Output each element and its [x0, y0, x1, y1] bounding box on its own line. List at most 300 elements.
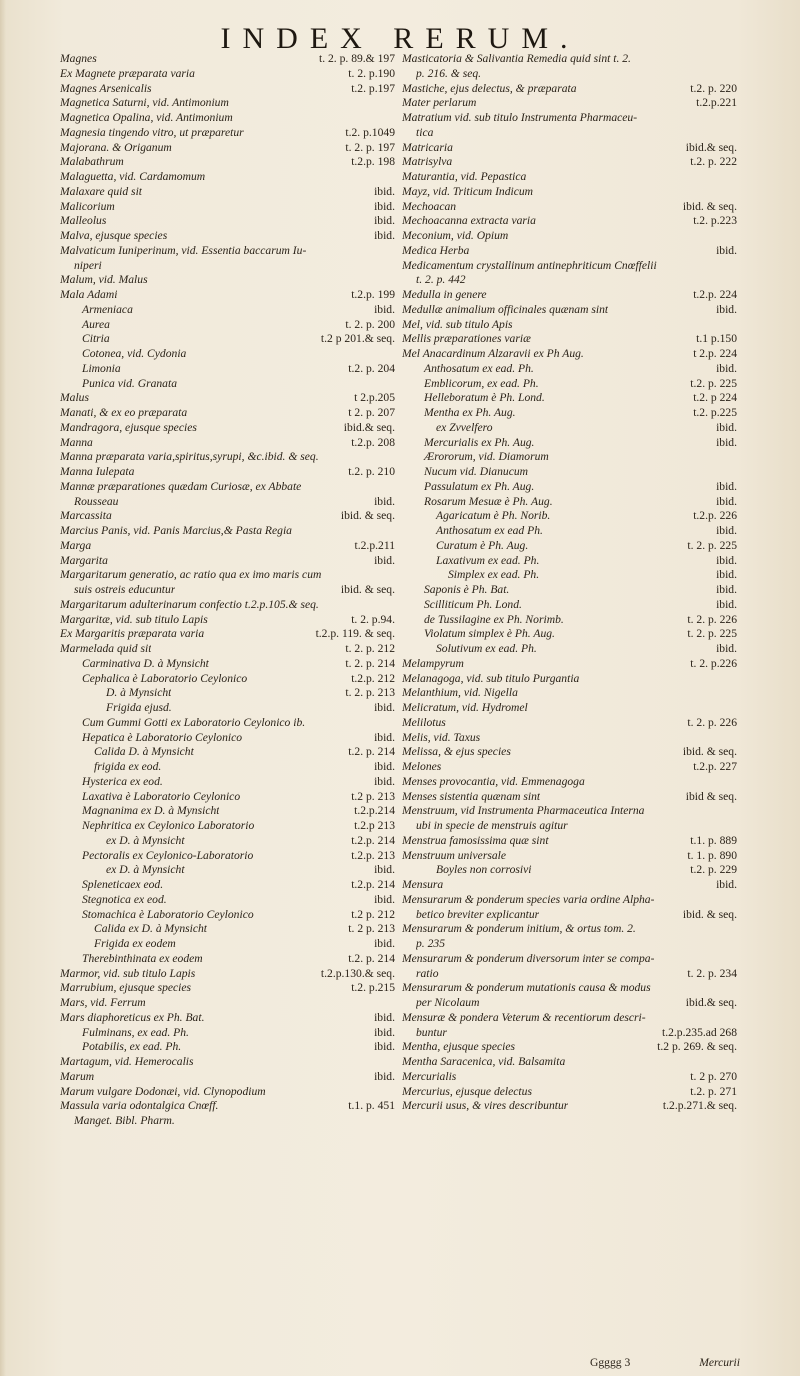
index-entry	[60, 657, 395, 672]
entry-reference: t.2 p. 269. & seq.	[657, 1040, 737, 1054]
index-entry	[402, 362, 737, 377]
index-entry	[60, 967, 395, 982]
entry-term: ex D. à Mynsicht	[106, 833, 185, 847]
index-entry	[60, 524, 395, 539]
entry-reference: t.2. p. 214	[348, 951, 395, 965]
entry-term: Mechoacanna extracta varia	[402, 214, 536, 228]
entry-term: Mater perlarum	[402, 96, 477, 110]
index-entry	[402, 155, 737, 170]
entry-reference: t.2.p.214	[354, 804, 395, 818]
page-header: INDEX RERUM.	[220, 22, 580, 55]
entry-reference: t. 2. p. 212	[345, 642, 395, 655]
index-entry	[60, 908, 395, 923]
index-entry	[402, 804, 737, 819]
entry-reference: t. 2. p. 226	[687, 715, 737, 729]
entry-term: Frigida ex eodem	[94, 937, 176, 950]
index-entry	[60, 760, 395, 775]
index-entry	[402, 967, 737, 982]
entry-term: Mastiche, ejus delectus, & præparata	[402, 81, 577, 95]
entry-reference: t.1. p. 889	[690, 833, 737, 847]
entry-term: Melones	[402, 760, 442, 773]
entry-reference: t. 2. p.190	[348, 66, 395, 80]
index-entry	[60, 126, 395, 141]
entry-reference: ibid.	[374, 760, 395, 773]
entry-reference: ibid.	[716, 583, 737, 596]
entry-term: Manna	[60, 435, 93, 449]
entry-term: Rosarum Mesuæ è Ph. Aug.	[424, 494, 553, 508]
index-entry	[60, 1055, 395, 1070]
entry-reference: t.2 p. 213	[351, 789, 395, 803]
entry-reference: t. 2. p.226	[690, 656, 737, 670]
index-entry	[60, 391, 395, 406]
entry-term: Malleolus	[60, 214, 107, 228]
catchword-line	[590, 1356, 740, 1369]
entry-term: niperi	[74, 258, 102, 272]
entry-term: ratio	[416, 966, 439, 980]
entry-term: Mechoacan	[402, 199, 457, 213]
entry-reference: ibid.	[374, 774, 395, 788]
entry-reference: ibid.	[716, 420, 737, 434]
entry-reference: ibid.& seq.	[685, 996, 737, 1009]
index-entry	[60, 377, 395, 392]
entry-term: Marmelada quid sit	[60, 642, 152, 655]
entry-term: Medullæ animalium officinales quænam sint	[402, 302, 609, 316]
index-entry	[402, 170, 737, 185]
index-entry	[60, 686, 395, 701]
index-entry	[402, 126, 737, 141]
entry-term: Mensurarum & ponderum mutationis causa & modus	[402, 981, 651, 995]
entry-term: ex Zvvelfero	[436, 420, 493, 434]
entry-term: Ex Magnete præparata varia	[60, 66, 195, 80]
entry-term: Magnes	[60, 52, 97, 65]
index-entry	[60, 539, 395, 554]
entry-term: Cum Gummi Gotti ex Laboratorio Ceylonico ib.	[82, 715, 306, 729]
entry-term: Magnetica Opalina, vid. Antimonium	[60, 111, 233, 124]
entry-term: Mala Adami	[60, 288, 118, 301]
entry-term: Solutivum ex ead. Ph.	[436, 642, 537, 655]
index-entry	[402, 849, 737, 864]
entry-term: Massula varia odontalgica Cnœff.	[60, 1099, 219, 1113]
signature-mark: Ggggg 3	[590, 1356, 631, 1369]
index-entry	[402, 52, 737, 67]
entry-reference: t.2.p.235.ad 268	[661, 1025, 737, 1039]
entry-reference: ibid.	[374, 1069, 395, 1083]
index-entry	[402, 1040, 737, 1055]
entry-term: Medulla in genere	[402, 288, 487, 301]
entry-term: p. 216. & seq.	[416, 66, 482, 80]
entry-reference: t. 2. p. 214	[345, 656, 395, 670]
entry-term: Pectoralis ex Ceylonico-Laboratorio	[82, 848, 254, 862]
entry-term: Ex Margaritis præparata varia	[60, 627, 205, 641]
index-entry	[402, 347, 737, 362]
entry-reference: ibid.	[374, 199, 395, 213]
entry-reference: ibid.	[374, 184, 395, 198]
entry-term: betico breviter explicantur	[416, 907, 540, 921]
entry-term: tica	[416, 125, 434, 139]
index-entry	[402, 568, 737, 583]
entry-term: D. à Mynsicht	[106, 686, 172, 700]
entry-reference: ibid. & seq.	[340, 583, 395, 596]
entry-term: frigida ex eod.	[94, 760, 162, 773]
index-entry	[60, 790, 395, 805]
entry-reference: ibid.	[374, 214, 395, 228]
entry-term: Curatum è Ph. Aug.	[436, 538, 529, 552]
entry-term: Martagum, vid. Hemerocalis	[60, 1055, 194, 1068]
index-entry	[60, 1070, 395, 1085]
index-entry	[402, 96, 737, 111]
entry-term: p. 235	[416, 937, 445, 950]
index-entry	[402, 111, 737, 126]
index-entry	[402, 273, 737, 288]
entry-term: Malaxare quid sit	[60, 184, 143, 198]
entry-term: Mandragora, ejusque species	[60, 420, 197, 434]
entry-reference: t.2.p. 199	[351, 288, 395, 301]
index-entry	[60, 318, 395, 333]
entry-term: Mensurarum & ponderum species varia ordine Alpha-	[402, 892, 655, 906]
index-entry	[60, 819, 395, 834]
index-entry	[60, 170, 395, 185]
entry-term: Fulminans, ex ead. Ph.	[82, 1025, 189, 1039]
index-entry	[60, 1099, 395, 1114]
entry-term: Maturantia, vid. Pepastica	[402, 170, 527, 183]
entry-term: Mercurius, ejusque delectus	[402, 1084, 532, 1098]
index-entry	[60, 155, 395, 170]
index-entry	[60, 1011, 395, 1026]
index-entry	[402, 1026, 737, 1041]
index-entry	[402, 406, 737, 421]
entry-reference: t 2.p.205	[354, 391, 395, 405]
entry-term: Marcius Panis, vid. Panis Marcius,& Pasta Regia	[60, 524, 292, 537]
index-entry	[402, 834, 737, 849]
entry-reference: t.2. p. 220	[690, 81, 737, 95]
index-entry	[60, 244, 395, 259]
index-entry	[60, 922, 395, 937]
entry-reference: t.2 p 201.& seq.	[320, 332, 395, 346]
index-entry	[402, 214, 737, 229]
index-entry	[402, 686, 737, 701]
entry-reference: ibid.	[716, 642, 737, 655]
index-entry	[60, 465, 395, 480]
entry-term: Malvaticum Iuniperinum, vid. Essentia baccarum Iu-	[60, 243, 307, 257]
entry-term: Medicamentum crystallinum antinephriticum Cnœffelii	[402, 258, 657, 272]
entry-term: Mel, vid. sub titulo Apis	[402, 317, 513, 331]
index-entry	[60, 878, 395, 893]
entry-reference: t. 2. p. 225	[687, 627, 737, 641]
entry-reference: t.1 p.150	[696, 332, 737, 346]
index-entry	[402, 642, 737, 657]
entry-reference: t. 1. p. 890	[687, 848, 737, 862]
index-entry	[60, 67, 395, 82]
index-entry	[60, 672, 395, 687]
entry-term: Melanthium, vid. Nigella	[402, 686, 518, 700]
entry-reference: t.2. p. 204	[348, 361, 395, 375]
entry-reference: t.2.p. 214	[351, 833, 395, 847]
entry-term: Matricaria	[402, 140, 453, 154]
entry-term: Cotonea, vid. Cydonia	[82, 347, 187, 360]
index-entry	[402, 450, 737, 465]
entry-term: Mars diaphoreticus ex Ph. Bat.	[60, 1010, 205, 1024]
entry-term: Anthosatum ex ead Ph.	[436, 524, 543, 537]
index-entry	[402, 1085, 737, 1100]
entry-term: Marcassita	[60, 509, 112, 523]
entry-reference: ibid.	[374, 892, 395, 906]
entry-reference: t.2.p.221	[696, 96, 737, 110]
entry-reference: ibid.	[374, 701, 395, 714]
index-entry	[60, 1026, 395, 1041]
entry-term: Mensura	[402, 878, 444, 891]
entry-reference: t 2.p. 224	[693, 347, 737, 360]
index-entry	[60, 627, 395, 642]
entry-term: Therebinthinata ex eodem	[82, 951, 203, 965]
entry-term: Stomachica è Laboratorio Ceylonico	[82, 907, 254, 921]
index-entry	[60, 332, 395, 347]
entry-term: Marmor, vid. sub titulo Lapis	[60, 966, 196, 980]
entry-term: Mannæ præparationes quædam Curiosæ, ex Abbate	[60, 479, 302, 493]
index-entry	[402, 1055, 737, 1070]
index-entry	[402, 716, 737, 731]
index-entry	[402, 82, 737, 97]
index-entry	[402, 922, 737, 937]
entry-reference: t. 2. p. 197	[345, 140, 395, 154]
index-entry	[60, 200, 395, 215]
index-entry	[60, 273, 395, 288]
entry-term: de Tussilagine ex Ph. Norimb.	[424, 612, 564, 626]
entry-term: Carminativa D. à Mynsicht	[82, 656, 209, 670]
entry-term: Mensurarum & ponderum diversorum inter se compa-	[402, 951, 655, 965]
index-entry	[402, 598, 737, 613]
entry-term: Masticatoria & Salivantia Remedia quid sint t. 2.	[402, 52, 631, 65]
entry-term: Malaguetta, vid. Cardamomum	[60, 170, 206, 183]
entry-term: Hepatica è Laboratorio Ceylonico	[82, 730, 243, 744]
entry-term: Malus	[60, 391, 89, 405]
entry-term: Mellis præparationes variæ	[402, 332, 531, 346]
index-entry	[60, 642, 395, 657]
entry-reference: ibid. & seq.	[682, 745, 737, 759]
entry-reference: t. 2. p. 200	[345, 317, 395, 331]
entry-reference: ibid.	[716, 553, 737, 567]
index-entry	[60, 495, 395, 510]
entry-reference: ibid. & seq.	[682, 907, 737, 921]
index-entry	[402, 952, 737, 967]
entry-term: ubi in specie de menstruis agitur	[416, 819, 568, 832]
entry-term: Scilliticum Ph. Lond.	[424, 597, 522, 611]
entry-reference: t.1. p. 451	[348, 1099, 395, 1113]
entry-term: Margaritæ, vid. sub titulo Lapis	[60, 612, 208, 626]
entry-reference: ibid.	[374, 730, 395, 744]
index-entry	[60, 288, 395, 303]
index-entry	[60, 82, 395, 97]
index-entry	[402, 627, 737, 642]
index-entry	[402, 819, 737, 834]
entry-term: per Nicolaum	[416, 996, 480, 1009]
entry-reference: t.2. p. 229	[690, 863, 737, 877]
index-entry	[60, 52, 395, 67]
index-entry	[402, 745, 737, 760]
entry-term: Menstruum, vid Instrumenta Pharmaceutica Interna	[402, 804, 645, 818]
entry-reference: ibid.	[374, 937, 395, 950]
entry-reference: ibid.	[374, 1010, 395, 1024]
index-entry	[402, 790, 737, 805]
index-entry	[60, 996, 395, 1011]
entry-reference: ibid & seq.	[685, 789, 737, 803]
index-entry	[402, 1011, 737, 1026]
index-entry	[402, 775, 737, 790]
index-entry	[402, 318, 737, 333]
entry-reference: ibid.	[374, 553, 395, 567]
entry-reference: t.2 p. 212	[351, 907, 395, 921]
entry-term: Melissa, & ejus species	[402, 745, 511, 759]
entry-reference: t.2. p. 210	[348, 465, 395, 478]
entry-term: Medica Herba	[402, 243, 470, 257]
entry-reference: ibid.	[716, 878, 737, 891]
index-entry	[60, 303, 395, 318]
entry-term: Nephritica ex Ceylonico Laboratorio	[82, 819, 255, 832]
index-entry	[402, 996, 737, 1011]
entry-term: Mentha, ejusque species	[402, 1040, 516, 1054]
entry-term: Mensurarum & ponderum initium, & ortus tom. 2.	[402, 922, 636, 936]
index-entry	[402, 67, 737, 82]
entry-reference: ibid.	[716, 361, 737, 375]
entry-term: Melicratum, vid. Hydromel	[402, 701, 528, 714]
index-entry	[402, 259, 737, 274]
catchword: Mercurii	[699, 1356, 740, 1369]
index-entry	[402, 200, 737, 215]
index-entry	[402, 524, 737, 539]
entry-term: Spleneticaex eod.	[82, 878, 164, 891]
index-entry	[60, 406, 395, 421]
entry-term: Menses provocantia, vid. Emmenagoga	[402, 774, 585, 788]
entry-reference: t.2. p. 214	[348, 745, 395, 759]
entry-reference: ibid.	[716, 524, 737, 537]
index-entry	[402, 1099, 737, 1114]
index-entry	[402, 377, 737, 392]
entry-term: Rousseau	[74, 494, 119, 508]
index-entry	[60, 96, 395, 111]
index-entry	[402, 229, 737, 244]
entry-reference: t.2.p. 198	[351, 155, 395, 169]
index-entry	[60, 775, 395, 790]
entry-term: Violatum simplex è Ph. Aug.	[424, 627, 555, 641]
entry-reference: ibid.	[716, 302, 737, 316]
entry-term: Mercurialis ex Ph. Aug.	[424, 435, 535, 449]
entry-reference: t. 2. p. 213	[345, 686, 395, 700]
entry-term: Melis, vid. Taxus	[402, 730, 481, 744]
entry-term: Margaritarum adulterinarum confectio t.2.p.105.& seq.	[60, 597, 319, 611]
entry-term: Mensuræ & pondera Veterum & recentiorum descri-	[402, 1010, 646, 1024]
entry-reference: t.2.p.211	[354, 538, 395, 552]
entry-term: ex D. à Mynsicht	[106, 863, 185, 877]
entry-term: Malabathrum	[60, 155, 124, 169]
index-entry	[60, 554, 395, 569]
index-entry	[60, 893, 395, 908]
page-gutter	[0, 0, 6, 1376]
entry-reference: t.2. p. 271	[690, 1084, 737, 1098]
entry-term: Matrisylva	[402, 155, 453, 169]
index-entry	[60, 937, 395, 952]
index-entry	[402, 495, 737, 510]
entry-reference: t. 2 p. 270	[690, 1069, 737, 1083]
entry-reference: t.2. p.1049	[345, 125, 395, 139]
entry-term: Simplex ex ead. Ph.	[448, 568, 540, 582]
entry-reference: t.2.p. 208	[351, 435, 395, 449]
right-column	[402, 52, 737, 1114]
entry-term: Margarita	[60, 553, 108, 567]
entry-term: Citria	[82, 332, 110, 346]
entry-reference: ibid.	[374, 229, 395, 242]
entry-term: Anthosatum ex ead. Ph.	[424, 361, 534, 375]
entry-reference: t. 2. p. 226	[687, 612, 737, 626]
entry-reference: t. 2. p. 234	[687, 966, 737, 980]
index-entry	[60, 1114, 395, 1129]
entry-term: Ærororum, vid. Diamorum	[424, 450, 549, 464]
entry-reference: t.2.p. 213	[351, 848, 395, 862]
index-entry	[60, 834, 395, 849]
entry-term: Agaricatum è Ph. Norib.	[436, 509, 551, 523]
entry-reference: t. 2. p. 225	[687, 538, 737, 552]
entry-term: Calida D. à Mynsicht	[94, 745, 194, 759]
entry-term: Magnesia tingendo vitro, ut præparetur	[60, 125, 244, 139]
entry-term: Mercurialis	[402, 1069, 457, 1083]
entry-reference: t.2.p. 214	[351, 878, 395, 891]
entry-term: Mercurii usus, & vires describuntur	[402, 1099, 569, 1113]
index-entry	[60, 716, 395, 731]
index-entry	[402, 539, 737, 554]
entry-term: Mayz, vid. Triticum Indicum	[402, 184, 534, 198]
entry-reference: ibid.	[716, 597, 737, 611]
entry-reference: ibid.	[374, 863, 395, 877]
entry-reference: t.2.p 213	[354, 819, 395, 832]
entry-reference: ibid.	[716, 479, 737, 493]
index-entry	[402, 554, 737, 569]
index-entry	[402, 583, 737, 598]
entry-term: Marrubium, ejusque species	[60, 981, 192, 995]
index-entry	[60, 259, 395, 274]
index-entry	[60, 436, 395, 451]
entry-reference: t.2.p. 119. & seq.	[315, 627, 395, 641]
index-entry	[60, 1085, 395, 1100]
entry-term: Menstrua famosissima quæ sint	[402, 833, 549, 847]
entry-term: Passulatum ex Ph. Aug.	[424, 479, 535, 493]
entry-term: buntur	[416, 1025, 447, 1039]
index-entry	[60, 347, 395, 362]
index-entry	[402, 332, 737, 347]
index-entry	[402, 185, 737, 200]
entry-reference: ibid.	[374, 494, 395, 508]
entry-term: Armeniaca	[82, 302, 133, 316]
entry-term: Marum vulgare Dodonæi, vid. Clynopodium	[60, 1084, 266, 1098]
entry-term: Manna præparata varia,spiritus,syrupi, &c.ibid. & seq.	[60, 450, 319, 464]
index-entry	[402, 141, 737, 156]
entry-term: Frigida ejusd.	[106, 701, 172, 714]
index-entry	[60, 229, 395, 244]
entry-term: Meconium, vid. Opium	[402, 229, 509, 242]
entry-term: Menses sistentia quænam sint	[402, 789, 541, 803]
entry-term: Limonia	[82, 361, 121, 375]
index-entry	[60, 804, 395, 819]
entry-term: Laxativum ex ead. Ph.	[436, 553, 540, 567]
index-entry	[60, 981, 395, 996]
index-entry	[402, 244, 737, 259]
entry-term: Stegnotica ex eod.	[82, 892, 167, 906]
index-entry	[402, 613, 737, 628]
entry-term: Boyles non corrosivi	[436, 863, 532, 877]
index-entry	[402, 288, 737, 303]
entry-term: Aurea	[82, 317, 110, 331]
entry-reference: ibid.	[716, 243, 737, 257]
index-entry	[60, 863, 395, 878]
entry-term: Calida ex D. à Mynsicht	[94, 922, 208, 936]
index-entry	[402, 303, 737, 318]
